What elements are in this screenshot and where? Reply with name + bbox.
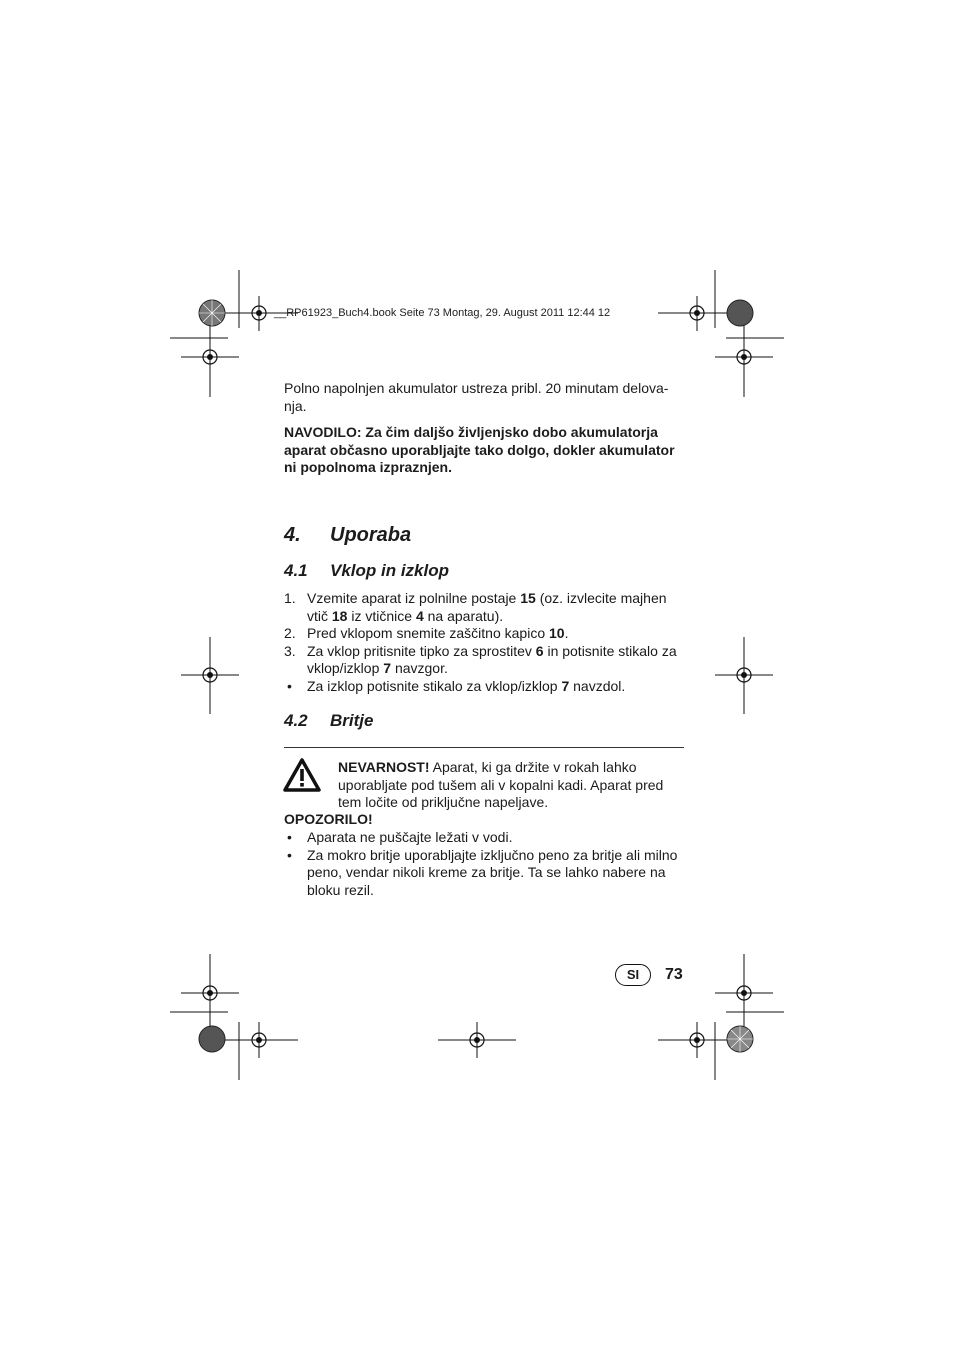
battery-runtime-paragraph: Polno napolnjen akumulator ustreza pribl. 20 minutam delova- nja. xyxy=(284,380,669,414)
subsection-heading-on-off xyxy=(284,561,449,581)
subsection-heading-shaving xyxy=(284,711,373,731)
step-item: 1. Vzemite aparat iz polnilne postaje 15 (oz. izvlecite majhen vtič 18 iz vtičnice 4 na aparatu). xyxy=(284,590,667,624)
subsection-number: 4.1 xyxy=(284,561,308,580)
step-item: • Za izklop potisnite stikalo za vklop/izklop 7 navzdol. xyxy=(287,677,626,694)
bullet-item: • Za mokro britje uporabljajte izključno peno za britje ali milno peno, vendar nikoli kreme za britje. Ta se lahko nabere na bloku rezil. xyxy=(287,846,678,898)
page-number: 73 xyxy=(665,966,683,983)
on-off-steps-list xyxy=(284,590,684,695)
step-item: 2. Pred vklopom snemite zaščitno kapico 10. xyxy=(284,625,569,641)
danger-label: NEVARNOST! xyxy=(338,759,430,775)
subsection-title: Britje xyxy=(330,711,374,730)
section-heading-usage xyxy=(284,524,411,547)
subsection-title: Vklop in izklop xyxy=(330,561,450,580)
bullet-item: • Aparata ne puščajte ležati v vodi. xyxy=(287,829,513,845)
danger-notice xyxy=(338,759,684,812)
warning-label: OPOZORILO! xyxy=(284,811,373,827)
battery-care-note: NAVODILO: Za čim daljšo življenjsko dobo akumulatorja aparat občasno uporabljajte tako dolgo, dokler akumulator ni popolnoma izpraznjen. xyxy=(284,424,675,475)
subsection-number: 4.2 xyxy=(284,711,308,730)
print-file-header: __RP61923_Buch4.book Seite 73 Montag, 29. August 2011 12:44 12 xyxy=(274,307,611,319)
danger-text: Aparat, ki ga držite v rokah lahko uporabljate pod tušem ali v kopalni kadi. Aparat pred tem ločite od priključne napeljave. xyxy=(338,759,664,810)
language-badge: SI xyxy=(615,964,651,986)
section-title: Uporaba xyxy=(330,524,412,546)
warning-triangle-icon xyxy=(283,758,321,792)
section-divider xyxy=(284,747,684,748)
step-item: 3. Za vklop pritisnite tipko za sprostitev 6 in potisnite stikalo za vklop/izklop 7 navzgor. xyxy=(284,642,677,676)
shaving-bullets-list xyxy=(284,829,684,899)
section-number: 4. xyxy=(284,524,301,546)
